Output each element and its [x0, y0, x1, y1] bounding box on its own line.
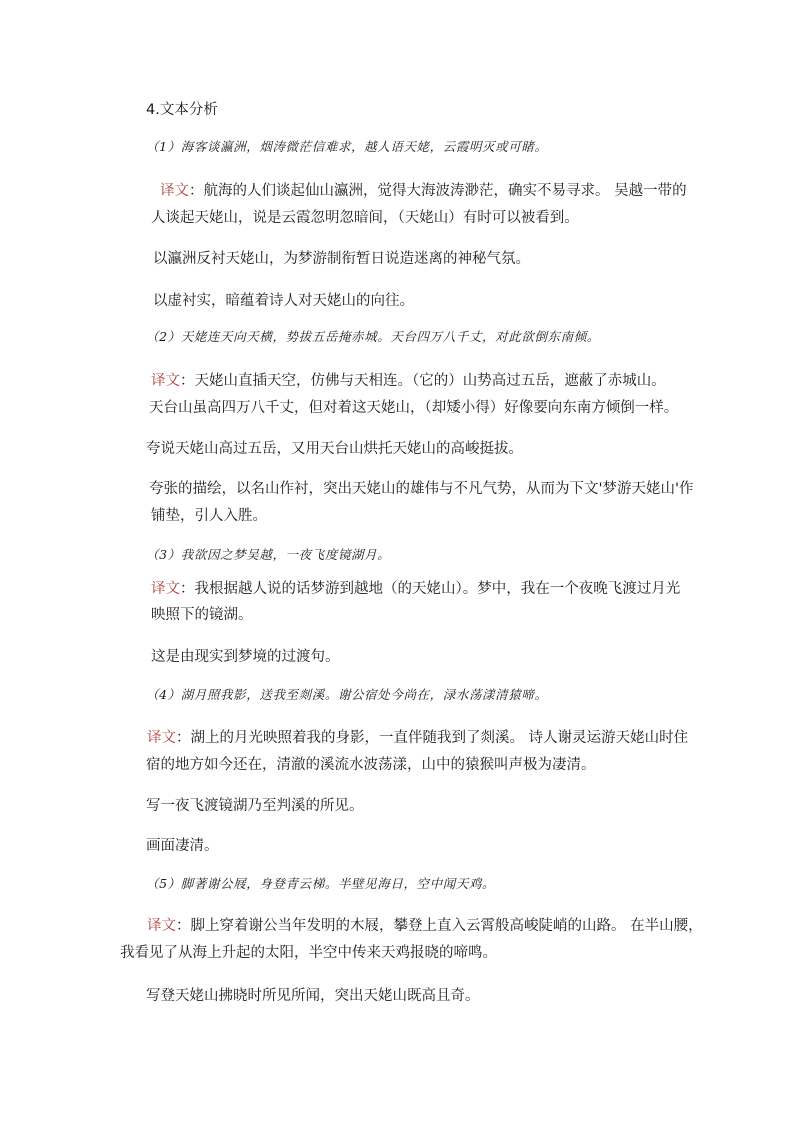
translation-label: 译文	[151, 581, 180, 597]
translation-label: 译文	[147, 918, 176, 934]
poem-4: （4）湖月照我影，送我至剡溪。谢公宿处今尚在，渌水荡漾清猿啼。	[146, 687, 548, 702]
note-2b-line-1: 夸张的描绘，以名山作衬，突出天姥山的雄伟与不凡气势，从而为下文'梦游天姥山'作	[149, 481, 694, 497]
translation-label: 译文	[147, 730, 176, 746]
translation-4-line-2: 宿的地方如今还在，清澈的溪流水波荡漾，山中的猿猴叫声极为凄清。	[146, 757, 596, 773]
translation-1-line-2: 人谈起天姥山，说是云霞忽明忽暗间，（天姥山）有时可以被看到。	[151, 210, 579, 226]
translation-2-line-2: 天台山虽高四万八千丈，但对着这天姥山，（却矮小得）好像要向东南方倾倒一样。	[149, 400, 679, 416]
translation-5-line-1	[147, 914, 703, 935]
note-5a: 写登天姥山拂晓时所见所闻，突出天姥山既高且奇。	[146, 988, 480, 1004]
note-4b: 画面凄清。	[146, 838, 219, 854]
note-4a: 写一夜飞渡镜湖乃至判溪的所见。	[146, 798, 364, 814]
note-1b: 以虚衬实，暗蕴着诗人对天姥山的向往。	[153, 293, 414, 309]
translation-5-line-2: 我看见了从海上升起的太阳，半空中传来天鸡报晓的啼鸣。	[120, 945, 497, 961]
translation-text: ：航海的人们谈起仙山瀛洲，觉得大海波涛渺茫，确实不易寻求。 吴越一带的	[189, 183, 687, 199]
translation-text: ：湖上的月光映照着我的身影，一直伴随我到了剡溪。 诗人谢灵运游天姥山时住	[176, 730, 689, 746]
poem-2: （2）天姥连天向天横，势拔五岳掩赤城。天台四万八千丈，对此欲倒东南倾。	[146, 329, 600, 344]
translation-4-line-1	[147, 726, 688, 747]
translation-text: ：我根据越人说的话梦游到越地（的天姥山）。梦中，我在一个夜晚飞渡过月光	[180, 581, 681, 597]
translation-3-line-2: 映照下的镜湖。	[151, 607, 253, 623]
poem-5: （5）脚著谢公屐，身登青云梯。半壁见海日，空中闻天鸡。	[146, 876, 496, 891]
translation-text: ：天姥山直插天空，仿佛与天相连。（它的）山势高过五岳，遮蔽了赤城山。	[180, 373, 666, 389]
note-1a: 以瀛洲反衬天姥山，为梦游制衔暂日说造迷离的神秘气氛。	[153, 251, 530, 267]
note-3a: 这是由现实到梦境的过渡句。	[151, 649, 340, 665]
poem-1: （1）海客谈瀛洲，烟涛微茫信难求，越人语天姥，云霞明灭或可睹。	[146, 139, 548, 154]
translation-3-line-1	[151, 577, 680, 598]
translation-1-line-1	[160, 179, 687, 200]
translation-label: 译文	[151, 373, 180, 389]
poem-3: （3）我欲因之梦吴越，一夜飞度镜湖月。	[146, 547, 391, 562]
translation-text: ：脚上穿着谢公当年发明的木屐，攀登上直入云霄般高峻陡峭的山路。 在半山腰，	[176, 918, 703, 934]
heading: 4.文本分析	[146, 102, 218, 118]
note-2a: 夸说天姥山高过五岳，又用天台山烘托天姥山的高峻挺拔。	[146, 441, 523, 457]
note-2b-line-2: 铺垫，引人入胜。	[151, 508, 267, 524]
translation-label: 译文	[160, 183, 189, 199]
translation-2-line-1	[151, 369, 666, 390]
